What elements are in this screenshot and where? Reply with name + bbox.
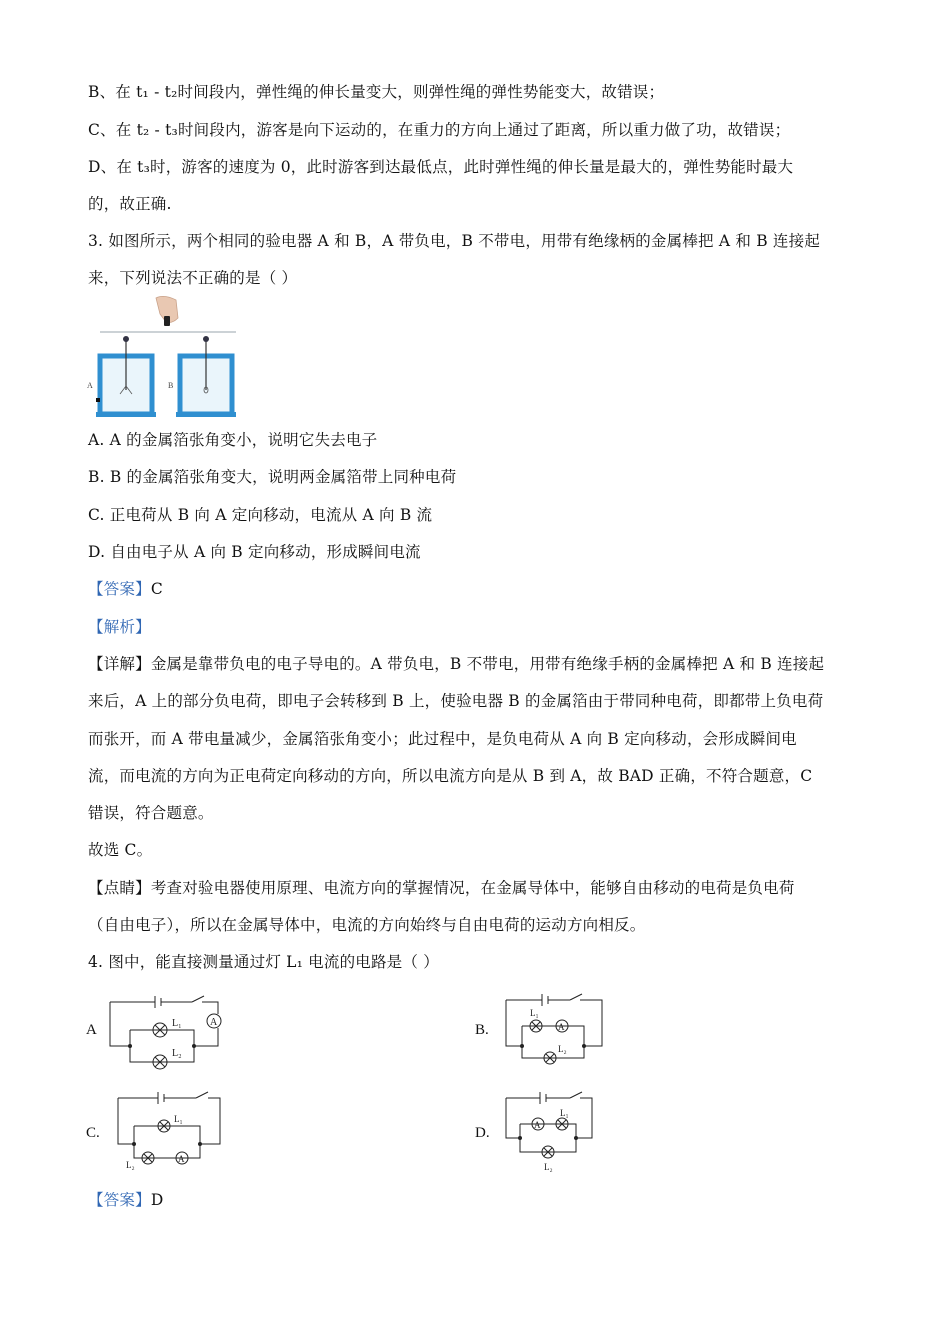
q3-detail-line1: 【详解】金属是靠带负电的电子导电的。A 带负电，B 不带电，用带有绝缘手柄的金属棒把 A 和 B 连接起 (88, 655, 825, 673)
q4-option-d-label: D. (475, 1125, 490, 1141)
svg-text:L₂: L₂ (558, 1044, 567, 1054)
electroscope-figure (86, 296, 246, 422)
fig-label-a: A (87, 381, 93, 390)
answer-value: C (150, 580, 163, 598)
explanation-c: C、在 t₂ - t₃时间段内，游客是向下运动的，在重力的方向上通过了距离，所以重力做了功，故错误； (88, 121, 791, 139)
q3-detail-line5: 错误，符合题意。 (88, 804, 214, 822)
circuit-a (100, 988, 240, 1072)
q3-stem-line1: 3. 如图所示，两个相同的验电器 A 和 B，A 带负电，B 不带电，用带有绝缘柄的金属棒把 A 和 B 连接起 (88, 232, 821, 250)
q3-detail-line4: 流，而电流的方向为正电荷定向移动的方向，所以电流方向是从 B 到 A，故 BAD 正确，不符合题意，C (88, 767, 813, 785)
explanation-d-line2: 的，故正确. (88, 195, 172, 213)
q4-answer-tag: 【答案】 (88, 1191, 151, 1209)
svg-text:A: A (558, 1022, 565, 1032)
q3-option-d: D. 自由电子从 A 向 B 定向移动，形成瞬间电流 (88, 543, 421, 561)
explanation-b: B、在 t₁ - t₂时间段内，弹性绳的伸长量变大，则弹性绳的弹性势能变大，故错误； (88, 83, 665, 101)
comment-tag: 【点睛】 (88, 879, 151, 897)
q3-comment-line2: （自由电子），所以在金属导体中，电流的方向始终与自由电荷的运动方向相反。 (88, 916, 646, 934)
q3-detail-line2: 来后，A 上的部分负电荷，即电子会转移到 B 上，使验电器 B 的金属箔由于带同种电荷，即都带上负电荷 (88, 692, 824, 710)
fig-label-b: B (168, 381, 174, 390)
explanation-d-line1: D、在 t₃时，游客的速度为 0，此时游客到达最低点，此时弹性绳的伸长量是最大的，弹性势能时最大 (88, 158, 794, 176)
q3-analysis-tag: 【解析】 (88, 618, 151, 636)
q4-option-b-label: B. (475, 1022, 489, 1038)
q3-comment-line1: 【点睛】考查对验电器使用原理、电流方向的掌握情况，在金属导体中，能够自由移动的电荷是负电荷 (88, 879, 795, 897)
q4-option-c-label: C. (86, 1125, 100, 1141)
q3-stem-line2: 来，下列说法不正确的是（ ） (88, 269, 298, 287)
svg-text:L₂: L₂ (544, 1162, 553, 1172)
circuit-b (500, 990, 610, 1070)
svg-text:L₁: L₁ (560, 1108, 569, 1118)
q4-option-a-label: A (86, 1022, 97, 1038)
electroscope-b (176, 336, 236, 417)
circuit-d (500, 1090, 600, 1174)
circuit-c (112, 1090, 227, 1172)
answer-tag: 【答案】 (88, 580, 151, 598)
q4-answer-value: D (150, 1191, 164, 1209)
svg-text:L₂: L₂ (126, 1160, 135, 1170)
q4-answer (88, 1190, 163, 1210)
q3-option-b: B. B 的金属箔张角变大，说明两金属箔带上同种电荷 (88, 468, 457, 486)
detail-tag: 【详解】 (88, 655, 151, 673)
svg-text:L₁: L₁ (174, 1114, 183, 1124)
q3-option-a: A. A 的金属箔张角变小，说明它失去电子 (88, 431, 378, 449)
svg-text:L₁: L₁ (172, 1018, 182, 1029)
q3-detail-line3: 而张开，而 A 带电量减少，金属箔张角变小；此过程中，是负电荷从 A 向 B 定向移动，会形成瞬间电 (88, 730, 797, 748)
q3-option-c: C. 正电荷从 B 向 A 定向移动，电流从 A 向 B 流 (88, 506, 433, 524)
svg-text:A: A (178, 1154, 185, 1164)
svg-text:L₁: L₁ (530, 1008, 539, 1018)
q4-stem: 4. 图中，能直接测量通过灯 L₁ 电流的电路是（ ） (88, 953, 439, 971)
q3-answer (88, 579, 163, 599)
svg-text:A: A (210, 1017, 218, 1028)
electroscope-a (96, 336, 156, 417)
q3-conclusion: 故选 C。 (88, 841, 153, 859)
svg-text:L₂: L₂ (172, 1048, 182, 1059)
svg-text:A: A (534, 1120, 541, 1130)
insulated-handle (164, 316, 170, 326)
